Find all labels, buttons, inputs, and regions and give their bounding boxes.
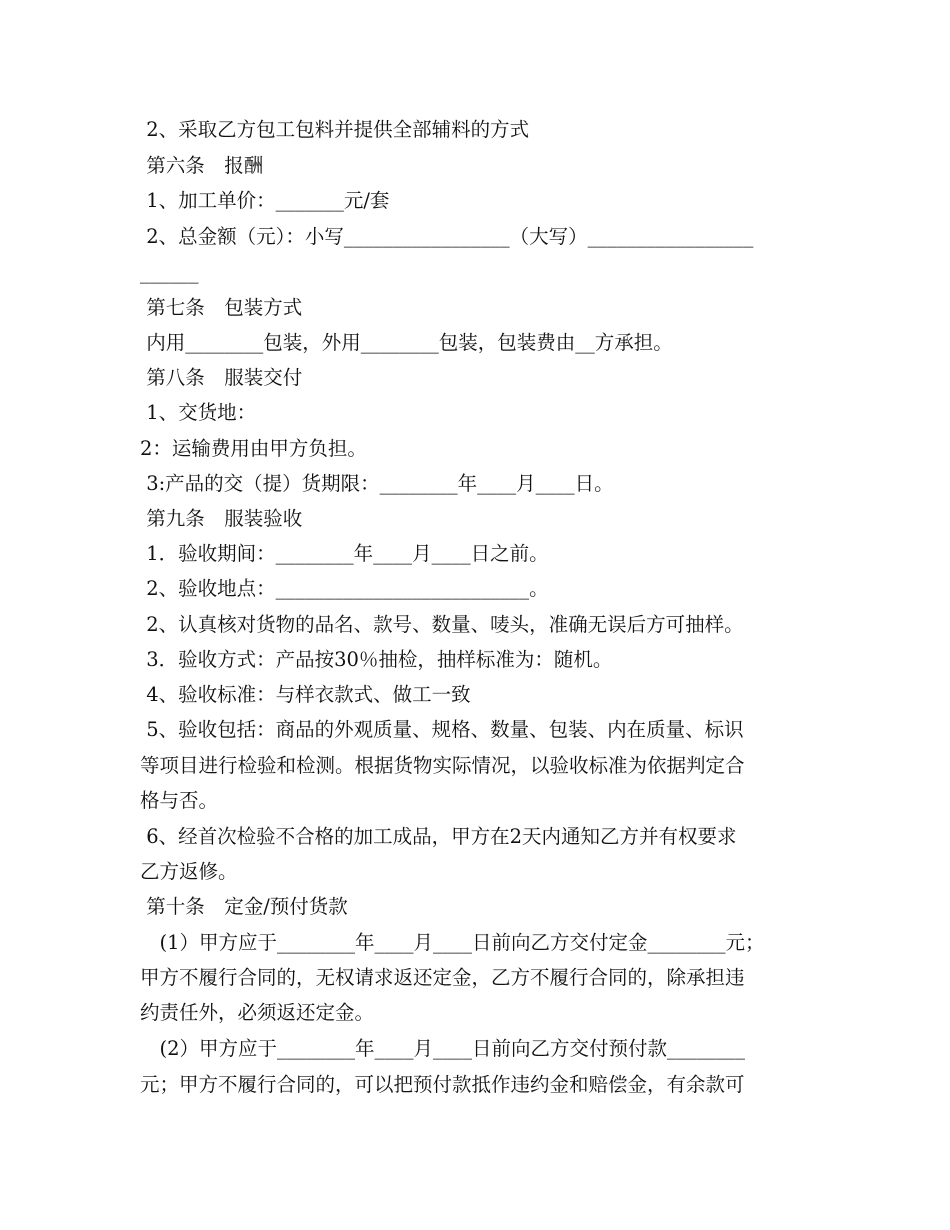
text-line: 约责任外，必须返还定金。 xyxy=(140,1001,375,1024)
text-line: 甲方不履行合同的，无权请求返还定金，乙方不履行合同的，除承担违 xyxy=(140,966,745,989)
text-line: 内用________包装，外用________包装，包装费由__方承担。 xyxy=(140,331,673,354)
text-line: 1．验收期间：________年____月____日之前。 xyxy=(140,542,549,565)
text-line: 乙方返修。 xyxy=(140,860,238,883)
text-line: 2：运输费用由甲方负担。 xyxy=(140,437,367,460)
text-line: 2、验收地点：__________________________。 xyxy=(140,577,549,600)
text-line: 4、验收标准：与样衣款式、做工一致 xyxy=(140,683,471,706)
section-heading: 第六条 报酬 xyxy=(140,154,264,177)
section-heading: 第八条 服装交付 xyxy=(140,366,303,389)
text-line: 3．验收方式：产品按30％抽检，抽样标准为：随机。 xyxy=(140,648,613,671)
text-line: 元；甲方不履行合同的，可以把预付款抵作违约金和赔偿金，有余款可 xyxy=(140,1073,745,1096)
text-line: 5、验收包括：商品的外观质量、规格、数量、包装、内在质量、标识 xyxy=(140,718,744,741)
text-line: 2、认真核对货物的品名、款号、数量、唛头，准确无误后方可抽样。 xyxy=(140,613,744,636)
text-line: 2、采取乙方包工包料并提供全部辅料的方式 xyxy=(140,118,530,141)
section-heading: 第九条 服装验收 xyxy=(140,507,303,530)
section-heading: 第十条 定金/预付货款 xyxy=(140,895,348,918)
text-line: (1）甲方应于________年____月____日前向乙方交付定金________元； xyxy=(140,931,765,954)
text-line: 格与否。 xyxy=(140,789,219,812)
text-line: (2）甲方应于________年____月____日前向乙方交付预付款________ xyxy=(140,1037,746,1060)
section-heading: 第七条 包装方式 xyxy=(140,296,303,319)
text-line: 等项目进行检验和检测。根据货物实际情况，以验收标准为依据判定合 xyxy=(140,754,745,777)
text-line: 6、经首次检验不合格的加工成品，甲方在2天内通知乙方并有权要求 xyxy=(140,825,737,848)
text-line: 2、总金额（元）：小写_________________（大写）_________________ xyxy=(140,225,754,248)
text-line: ______ xyxy=(140,261,199,284)
text-line: 1、交货地： xyxy=(140,401,257,424)
text-line: 3:产品的交（提）货期限：________年____月____日。 xyxy=(140,472,614,495)
text-line: 1、加工单价：_______元/套 xyxy=(140,189,390,212)
